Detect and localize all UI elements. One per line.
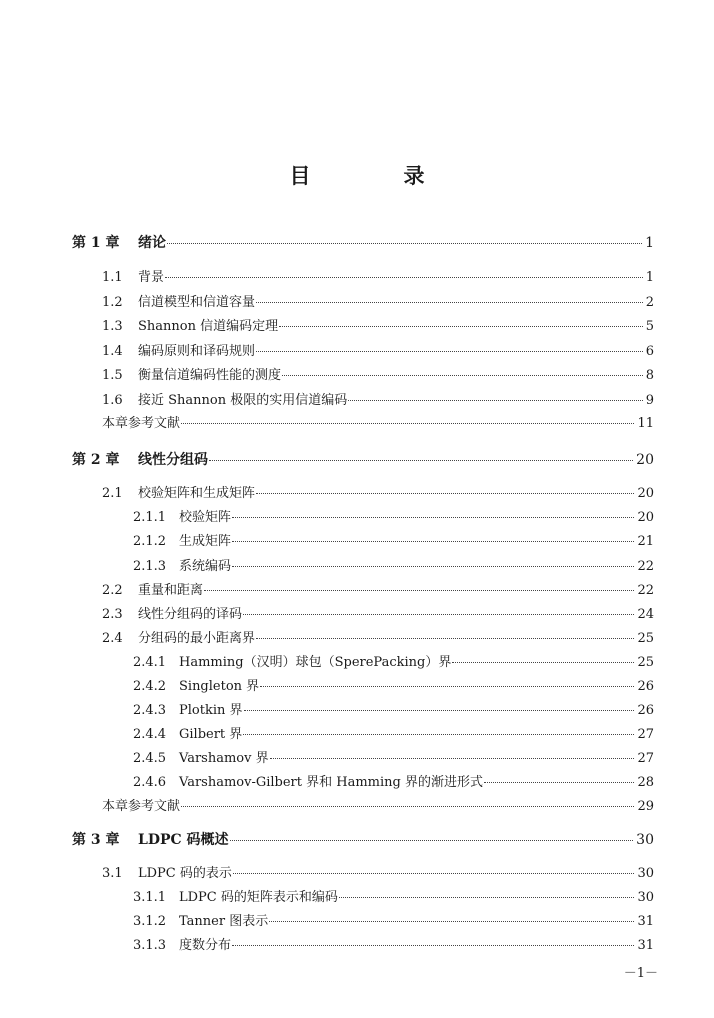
page-ref: 6 [645, 344, 654, 359]
section-title: 分组码的最小距离界 [138, 631, 256, 646]
section-title: 校验矩阵和生成矩阵 [138, 486, 256, 501]
toc-entry[interactable] [133, 725, 654, 745]
toc-entry[interactable] [133, 912, 654, 932]
dot-leader [484, 781, 634, 783]
dot-leader [181, 422, 634, 424]
toc-entry[interactable] [102, 391, 654, 411]
dot-leader [233, 872, 635, 874]
toc-entry[interactable] [102, 629, 654, 649]
toc-entry[interactable] [133, 888, 654, 908]
dot-leader [244, 709, 635, 711]
subsection-number: 2.4.3 [133, 703, 167, 718]
section-title: 接近 Shannon 极限的实用信道编码 [138, 393, 348, 408]
dot-leader [243, 733, 634, 735]
toc-entry[interactable] [102, 581, 654, 601]
section-title: 线性分组码的译码 [138, 607, 243, 622]
subsection-title: 生成矩阵 [179, 534, 232, 549]
dot-leader [256, 350, 643, 352]
dot-leader [348, 399, 642, 401]
section-number: 1.3 [102, 319, 123, 334]
page-ref: 21 [637, 534, 654, 549]
section-number: 2.4 [102, 631, 123, 646]
toc-references[interactable] [102, 414, 654, 434]
subsection-title: Varshamov 界 [179, 751, 269, 766]
page-ref: 26 [637, 679, 654, 694]
subsection-number: 2.4.1 [133, 655, 167, 670]
dot-leader [256, 492, 634, 494]
subsection-number: 2.4.2 [133, 679, 167, 694]
page-ref: 2 [645, 295, 654, 310]
toc-entry[interactable] [133, 701, 654, 721]
subsection-title: Tanner 图表示 [179, 914, 269, 929]
page-ref: 5 [645, 319, 654, 334]
dot-leader [232, 944, 634, 946]
page-ref: 29 [637, 799, 654, 814]
page-ref: 30 [637, 866, 654, 881]
dot-leader [452, 661, 634, 663]
section-number: 1.6 [102, 393, 123, 408]
section-title: 背景 [138, 270, 165, 285]
chapter-title: 绪论 [138, 235, 166, 251]
chapter-number: 第 1 章 [72, 235, 120, 251]
section-title: Shannon 信道编码定理 [138, 319, 279, 334]
toc-entry[interactable] [133, 557, 654, 577]
toc-entry[interactable] [133, 773, 654, 793]
page-ref: 30 [636, 832, 654, 848]
page-ref: 1 [645, 270, 654, 285]
dot-leader [232, 516, 634, 518]
toc-chapter-2[interactable] [72, 450, 654, 470]
page-ref: 20 [636, 452, 654, 468]
dot-leader [230, 839, 634, 841]
subsection-title: 校验矩阵 [179, 510, 232, 525]
dot-leader [260, 685, 634, 687]
page-ref: 28 [637, 775, 654, 790]
page-ref: 25 [637, 631, 654, 646]
dot-leader [232, 540, 634, 542]
page-ref: 20 [637, 486, 654, 501]
dot-leader [165, 276, 643, 278]
toc-entry[interactable] [133, 936, 654, 956]
section-number: 1.2 [102, 295, 123, 310]
section-title: 编码原则和译码规则 [138, 344, 256, 359]
subsection-number: 2.1.1 [133, 510, 167, 525]
toc-entry[interactable] [133, 532, 654, 552]
toc-entry[interactable] [102, 864, 654, 884]
page-number: －1－ [623, 966, 658, 981]
subsection-number: 3.1.3 [133, 938, 167, 953]
page-ref: 31 [637, 938, 654, 953]
toc-entry[interactable] [102, 268, 654, 288]
subsection-title: LDPC 码的矩阵表示和编码 [179, 890, 338, 905]
dot-leader [282, 374, 643, 376]
dot-leader [243, 613, 634, 615]
page-ref: 27 [637, 727, 654, 742]
section-number: 3.1 [102, 866, 123, 881]
dot-leader [181, 805, 634, 807]
toc-entry[interactable] [102, 342, 654, 362]
toc-entry[interactable] [102, 317, 654, 337]
chapter-number: 第 2 章 [72, 452, 120, 468]
toc-entry[interactable] [133, 749, 654, 769]
dot-leader [256, 301, 643, 303]
dot-leader [269, 920, 634, 922]
dot-leader [256, 637, 634, 639]
subsection-title: 度数分布 [179, 938, 232, 953]
toc-entry[interactable] [102, 484, 654, 504]
section-title: LDPC 码的表示 [138, 866, 232, 881]
dot-leader [167, 242, 642, 244]
page-ref: 30 [637, 890, 654, 905]
section-title: 衡量信道编码性能的测度 [138, 368, 282, 383]
chapter-title: LDPC 码概述 [138, 832, 229, 848]
toc-entry[interactable] [133, 677, 654, 697]
subsection-number: 2.4.5 [133, 751, 167, 766]
references-title: 本章参考文献 [102, 799, 181, 814]
dot-leader [232, 565, 634, 567]
subsection-title: Varshamov-Gilbert 界和 Hamming 界的渐进形式 [179, 775, 483, 790]
subsection-number: 3.1.2 [133, 914, 167, 929]
subsection-title: Gilbert 界 [179, 727, 243, 742]
toc-references[interactable] [102, 797, 654, 817]
chapter-title: 线性分组码 [138, 452, 208, 468]
page-ref: 27 [637, 751, 654, 766]
page-ref: 20 [637, 510, 654, 525]
page-ref: 24 [637, 607, 654, 622]
toc-entry[interactable] [102, 605, 654, 625]
page-ref: 9 [645, 393, 654, 408]
page-ref: 22 [637, 559, 654, 574]
subsection-title: Plotkin 界 [179, 703, 243, 718]
dot-leader [339, 896, 635, 898]
section-number: 1.4 [102, 344, 123, 359]
page-ref: 31 [637, 914, 654, 929]
section-number: 2.1 [102, 486, 123, 501]
subsection-number: 3.1.1 [133, 890, 167, 905]
dot-leader [204, 589, 634, 591]
subsection-number: 2.1.2 [133, 534, 167, 549]
subsection-number: 2.4.4 [133, 727, 167, 742]
section-number: 1.1 [102, 270, 123, 285]
toc-entry[interactable] [102, 366, 654, 386]
subsection-number: 2.1.3 [133, 559, 167, 574]
subsection-title: Singleton 界 [179, 679, 260, 694]
page-ref: 22 [637, 583, 654, 598]
section-number: 1.5 [102, 368, 123, 383]
subsection-title: Hamming（汉明）球包（SperePacking）界 [179, 655, 452, 670]
toc-entry[interactable] [133, 653, 654, 673]
page-title: 目 录 [289, 163, 461, 188]
references-title: 本章参考文献 [102, 416, 181, 431]
toc-entry[interactable] [133, 508, 654, 528]
section-number: 2.3 [102, 607, 123, 622]
dot-leader [279, 325, 643, 327]
toc-entry[interactable] [102, 293, 654, 313]
section-title: 重量和距离 [138, 583, 204, 598]
page-ref: 8 [645, 368, 654, 383]
page-ref: 25 [637, 655, 654, 670]
page-ref: 11 [637, 416, 654, 431]
chapter-number: 第 3 章 [72, 832, 120, 848]
toc-chapter-1[interactable] [72, 233, 654, 253]
toc-chapter-3[interactable] [72, 830, 654, 850]
subsection-number: 2.4.6 [133, 775, 167, 790]
section-title: 信道模型和信道容量 [138, 295, 256, 310]
page-ref: 26 [637, 703, 654, 718]
page-ref: 1 [645, 235, 654, 251]
dot-leader [270, 757, 635, 759]
dot-leader [209, 459, 633, 461]
subsection-title: 系统编码 [179, 559, 232, 574]
section-number: 2.2 [102, 583, 123, 598]
